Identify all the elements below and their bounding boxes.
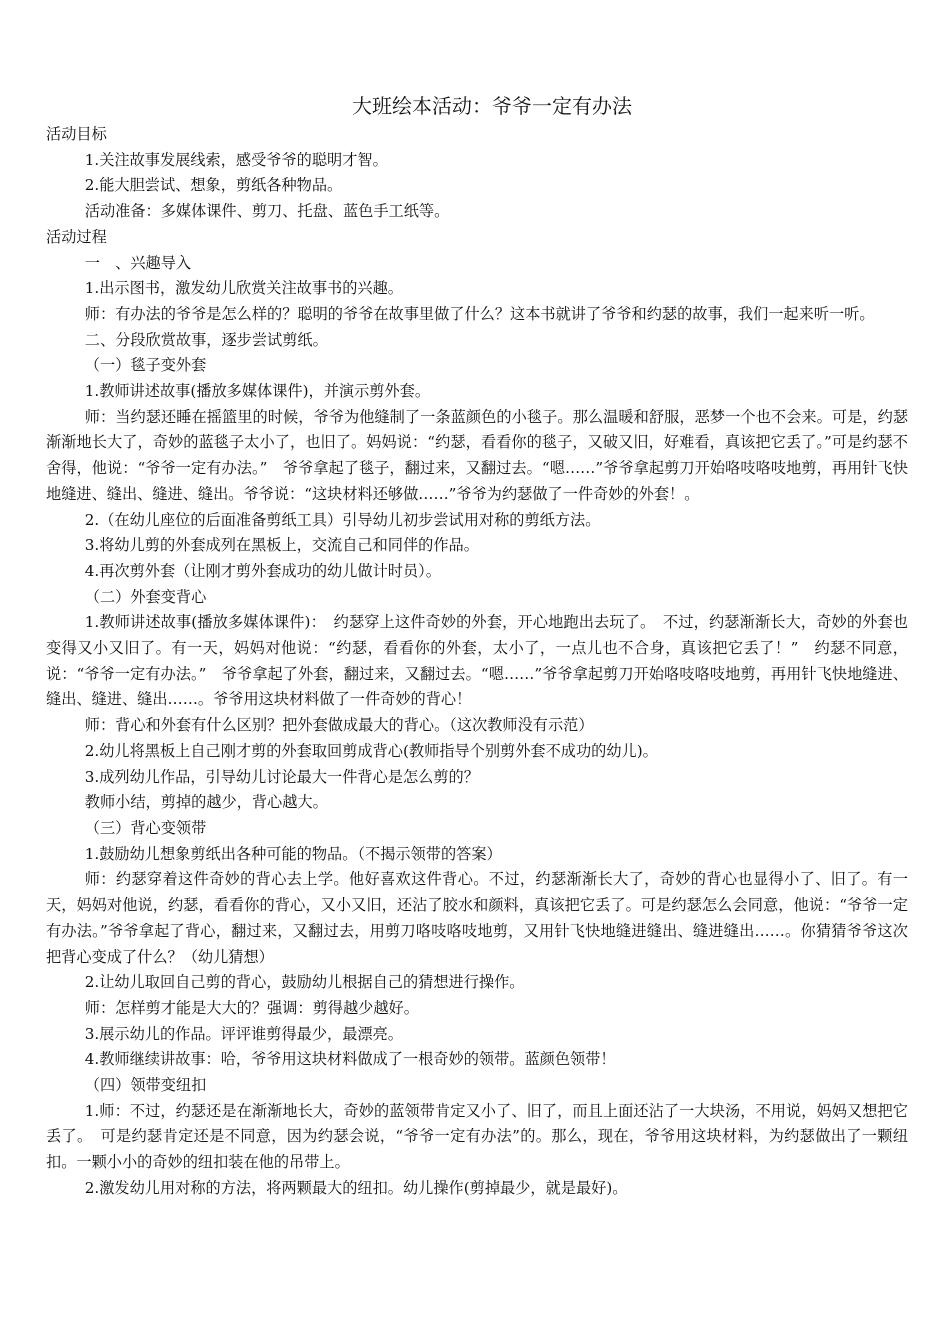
paragraph: 活动过程 [46, 227, 107, 246]
paragraph: （二）外套变背心 [84, 587, 207, 606]
paragraph: 师：背心和外套有什么区别？把外套做成最大的背心。（这次教师没有示范） [84, 716, 594, 735]
paragraph: （三）背心变领带 [84, 818, 207, 837]
paragraph: 1.教师讲述故事(播放多媒体课件)： 约瑟穿上这件奇妙的外套，开心地跑出去玩了。 不过，约瑟渐渐长大，奇妙的外套也变得又小又旧了。有一天，妈妈对他说：“约瑟，看看你的外套，太小了，一点儿也不合身，真该把它丢了！” 约瑟不同意，说：“爷爷一定有办法。” 爷爷拿起了外套，翻过来，又翻过去。“嗯……”爷爷拿起剪刀开始咯吱咯吱地剪，再用针飞快地缝进、缝出、缝进、缝出……。爷爷用这块材料做了一件奇妙的背心！ [46, 613, 908, 709]
document-page [46, 92, 908, 1202]
paragraph: 4.再次剪外套（让刚才剪外套成功的幼儿做计时员）。 [84, 561, 441, 580]
paragraph: 1.鼓励幼儿想象剪纸出各种可能的物品。（不揭示领带的答案） [84, 844, 502, 863]
paragraph: 二、分段欣赏故事，逐步尝试剪纸。 [84, 330, 328, 349]
paragraph: 2.能大胆尝试、想象，剪纸各种物品。 [84, 176, 343, 195]
paragraph: 1.出示图书，激发幼儿欣赏关注故事书的兴趣。 [84, 279, 403, 298]
paragraph: 3.成列幼儿作品，引导幼儿讨论最大一件背心是怎么剪的？ [84, 767, 479, 786]
paragraph: 师：有办法的爷爷是怎么样的？聪明的爷爷在故事里做了什么？这本书就讲了爷爷和约瑟的故事，我们一起来听一听。 [84, 304, 875, 323]
paragraph: 2.幼儿将黑板上自己刚才剪的外套取回剪成背心(教师指导个别剪外套不成功的幼儿)。 [84, 741, 658, 760]
paragraph: 活动准备：多媒体课件、剪刀、托盘、蓝色手工纸等。 [84, 202, 450, 221]
paragraph: 1.师：不过，约瑟还是在渐渐地长大，奇妙的蓝领带肯定又小了、旧了，而且上面还沾了一大块汤，不用说，妈妈又想把它丢了。 可是约瑟肯定还是不同意，因为约瑟会说，“爷爷一定有办法”的。那么，现在，爷爷用这块材料，为约瑟做出了一颗纽扣。一颗小小的奇妙的纽扣装在他的吊带上。 [46, 1101, 908, 1172]
paragraph: 3.将幼儿剪的外套成列在黑板上，交流自己和同伴的作品。 [84, 536, 479, 555]
paragraph: 师：怎样剪才能是大大的？强调：剪得越少越好。 [84, 998, 419, 1017]
paragraph: 2.（在幼儿座位的后面准备剪纸工具）引导幼儿初步尝试用对称的剪纸方法。 [84, 510, 601, 529]
paragraph: 师：约瑟穿着这件奇妙的背心去上学。他好喜欢这件背心。不过，约瑟渐渐长大了，奇妙的背心也显得小了、旧了。有一天，妈妈对他说，约瑟，看看你的背心，又小又旧，还沾了胶水和颜料，真该把它丢了。可是约瑟怎么会同意，他说：“爷爷一定有办法。”爷爷拿起了背心，翻过来，又翻过去，用剪刀咯吱咯吱地剪，又用针飞快地缝进缝出、缝进缝出……。你猜猜爷爷这次把背心变成了什么？（幼儿猜想） [46, 870, 908, 966]
paragraph: 2.让幼儿取回自己剪的背心，鼓励幼儿根据自己的猜想进行操作。 [84, 973, 525, 992]
paragraph: 3.展示幼儿的作品。评评谁剪得最少，最漂亮。 [84, 1024, 403, 1043]
document-title: 大班绘本活动：爷爷一定有办法 [352, 94, 632, 118]
paragraph: 1.关注故事发展线索，感受爷爷的聪明才智。 [84, 150, 388, 169]
paragraph: （四）领带变纽扣 [84, 1076, 207, 1095]
paragraph: （一）毯子变外套 [84, 356, 207, 375]
paragraph: 教师小结，剪掉的越少，背心越大。 [84, 793, 328, 812]
paragraph: 1.教师讲述故事(播放多媒体课件)，并演示剪外套。 [84, 382, 431, 401]
paragraph: 师：当约瑟还睡在摇篮里的时候，爷爷为他缝制了一条蓝颜色的小毯子。那么温暖和舒服，恶梦一个也不会来。可是，约瑟渐渐地长大了，奇妙的蓝毯子太小了，也旧了。妈妈说：“约瑟，看看你的毯子，又破又旧，好难看，真该把它丢了。”可是约瑟不舍得，他说：“爷爷一定有办法。” 爷爷拿起了毯子，翻过来，又翻过去。“嗯……”爷爷拿起剪刀开始咯吱咯吱地剪，再用针飞快地缝进、缝出、缝进、缝出。爷爷说：“这块材料还够做……”爷爷为约瑟做了一件奇妙的外套！。 [46, 407, 908, 503]
paragraph: 活动目标 [46, 125, 107, 143]
paragraph: 4.教师继续讲故事：哈，爷爷用这块材料做成了一根奇妙的领带。蓝颜色领带！ [84, 1050, 616, 1069]
paragraph: 2.激发幼儿用对称的方法，将两颗最大的纽扣。幼儿操作(剪掉最少，就是最好)。 [84, 1178, 628, 1197]
document-body [46, 122, 908, 1202]
paragraph: 一 、兴趣导入 [84, 253, 192, 272]
